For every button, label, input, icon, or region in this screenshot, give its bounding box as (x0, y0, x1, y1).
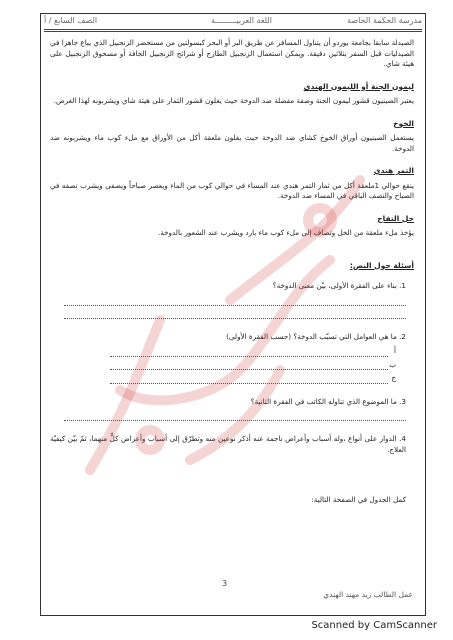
scanner-credit: Scanned by CamScanner (311, 620, 437, 631)
page-footer: عمل الطالب زيد مهند الهندي (323, 590, 413, 599)
grade-label: الصف السابع / أ (44, 16, 98, 25)
answer-item-b[interactable] (110, 360, 396, 371)
section-heading-lemon: ليمون الجنة أو الليمون الهندي (303, 81, 414, 91)
answer-line[interactable] (64, 411, 406, 421)
question-text: ما الموضوع الذي تناوله الكاتب في الفقرة الثانية؟ (250, 396, 397, 406)
section-heading-tamarind: التمر هندي (373, 166, 414, 175)
question-number: 1. (399, 281, 406, 290)
section-heading-vinegar: خل التفاح (377, 213, 414, 223)
question-number: 2. (399, 331, 406, 341)
section-text-vinegar: يؤخذ ملء ملعقة من الخل وتضاف إلى ملء كوب ماء بارد ويشرب عند الشعور بالدوخة. (157, 228, 414, 237)
intro-paragraph: الصيدلة سابقا بجامعة بوردو أن يتناول المسافر عن طريق البر أو البحر كبسولتين من مستحضر الزنجبيل الذي يباع جاهزا في الصيدليات قبل السفر بثلاثين دقيقة. ويمكن استعمال الزنجبيل الطازج أو شرائح الزنجبيل الجافة أو مسحوق الزنجبيل على هيئة شاي. (50, 38, 414, 68)
question-1 (50, 281, 414, 292)
question-2 (50, 332, 414, 343)
section-text-tamarind: ينقع حوالي 1ملعقة أكل من ثمار التمر هندي عند المساء في حوالي كوب من الماء ويعصر صباحاً ويصفى ويشرب نصفه في الصباح والنصف الباقي في المساء ضد الدوخة. (50, 180, 414, 200)
header-divider-bottom (44, 31, 422, 32)
question-text: ما هي العوامل التي تسبّب الدوخة؟ (حسب الفقرة الأولى) (226, 331, 397, 341)
document-body (50, 38, 414, 510)
question-4 (50, 434, 414, 455)
item-label: ج (391, 373, 396, 382)
subject-name: اللغة العربيـــــــــة (211, 16, 272, 25)
header-divider-top (44, 29, 422, 30)
question-text: بناء على الفقرة الأولى، بيّن معنى الدوخة؟ (272, 281, 397, 290)
answer-line[interactable] (110, 347, 388, 357)
page-number: 3 (222, 579, 228, 588)
question-number: 4. (399, 434, 406, 443)
section-text-lemon: يعتبر الصينيون قشور ليمون الجنة وصفة مفضلة ضد الدوخة حيث يغلون قشور الثمار على هيئة شاي ويشربونه لهذا الغرض. (53, 96, 414, 105)
answer-line[interactable] (110, 360, 388, 370)
questions-title: أسئلة حول النص: (349, 260, 414, 270)
item-label: ب (389, 359, 396, 369)
question-number: 3. (399, 396, 406, 406)
table-note: كمل الجدول في الصفحة التالية: (311, 495, 406, 504)
school-name: مدرسة الحكمة الخاصة (347, 16, 422, 25)
answer-line[interactable] (64, 309, 406, 319)
page-header (44, 16, 422, 30)
answer-item-a[interactable] (110, 346, 396, 357)
question-3 (50, 397, 414, 408)
answer-item-c[interactable] (110, 373, 396, 384)
section-text-peach: يستعمل الصينيون أوراق الخوخ كشاي ضد الدوخة حيث يغلون ملعقة أكل من الأوراق مع ملء كوب ماء ويشربونه ضد الدوخة. (50, 133, 414, 153)
answer-line[interactable] (64, 296, 406, 306)
item-label: أ (394, 346, 396, 355)
section-heading-peach: الخوخ (393, 118, 414, 128)
question-text: الدوار على أنواع ،وله أسباب وأعراض ناجمة عنه أذكر نوعين منه وتطرّق إلى أسباب وأعراض كلٍّ منهما، ثمّ بيّن كيفيّة العلاج. (50, 434, 406, 454)
answer-line[interactable] (110, 374, 388, 384)
